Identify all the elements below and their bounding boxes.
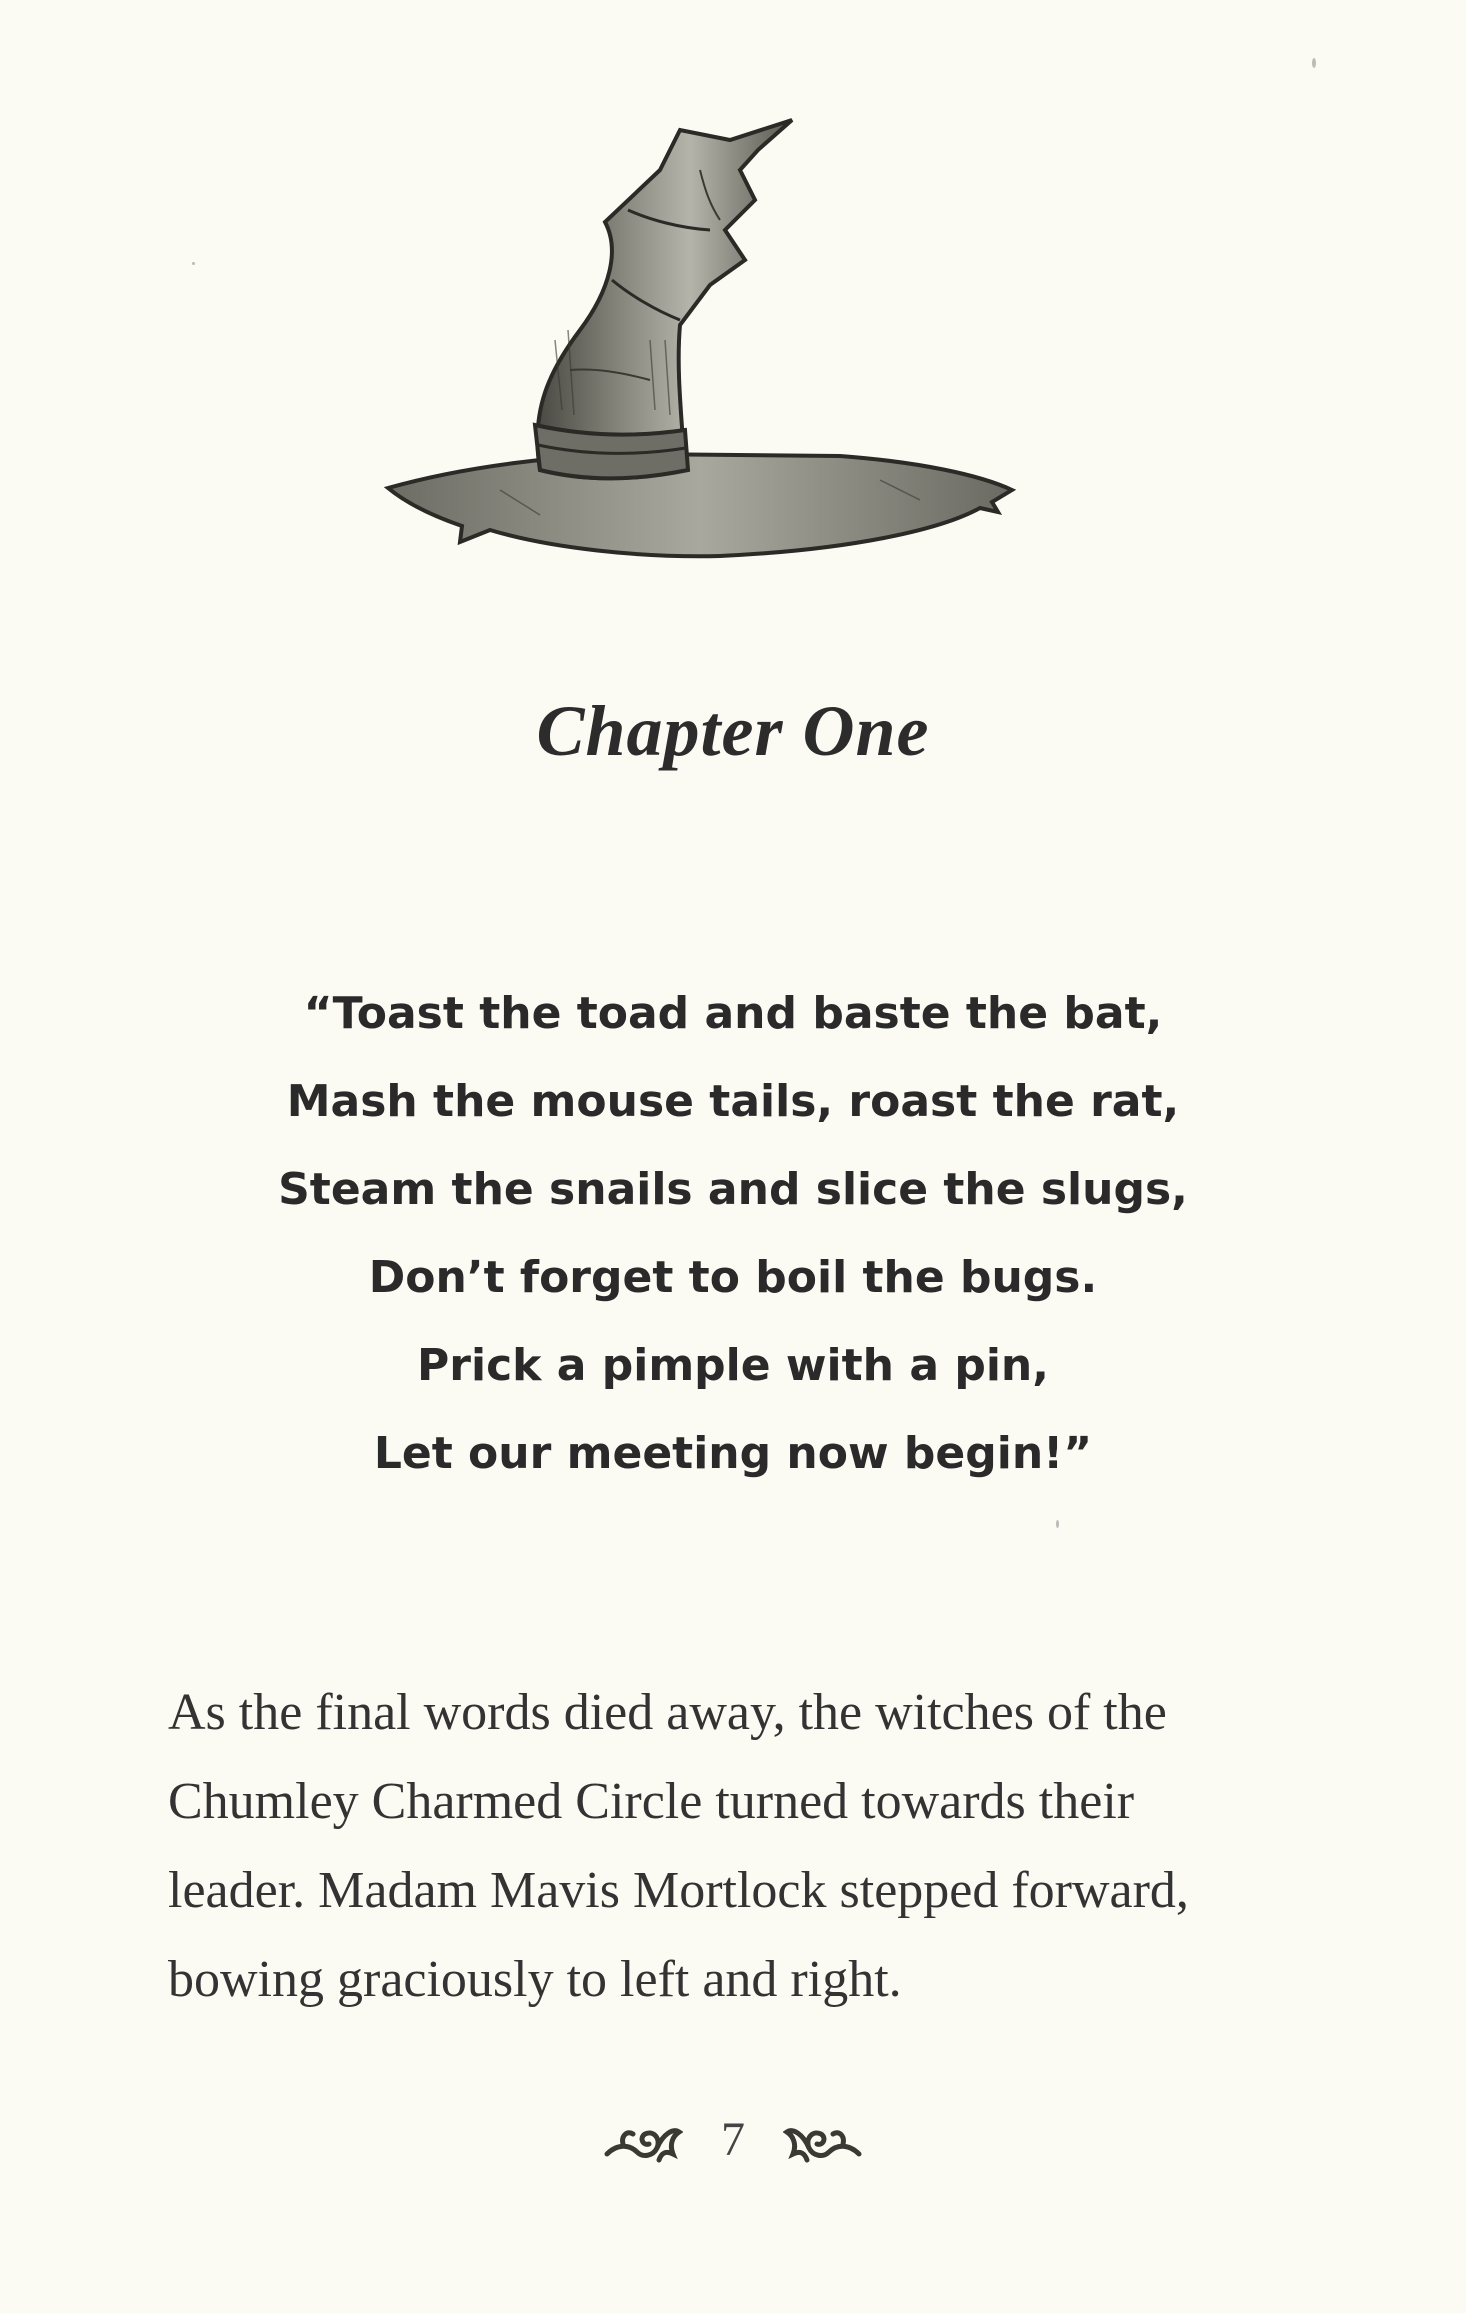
prose-line: As the final words died away, the witches of the xyxy=(168,1684,1167,1741)
prose-line: Chumley Charmed Circle turned towards their xyxy=(168,1773,1135,1830)
body-paragraph xyxy=(168,1668,1308,2024)
paper-speck xyxy=(192,262,195,265)
witch-hat-icon xyxy=(380,110,1020,610)
page-footer xyxy=(0,2112,1466,2167)
paper-speck xyxy=(1056,1520,1059,1528)
flourish-left-icon xyxy=(603,2114,683,2166)
prose-line: bowing graciously to left and right. xyxy=(168,1951,902,2008)
incantation-verse xyxy=(0,970,1466,1498)
verse-line: Prick a pimple with a pin, xyxy=(417,1340,1049,1391)
paper-speck xyxy=(1312,58,1316,68)
verse-line: Mash the mouse tails, roast the rat, xyxy=(286,1076,1180,1127)
flourish-right-icon xyxy=(783,2114,863,2166)
verse-line: Don’t forget to boil the bugs. xyxy=(368,1252,1098,1303)
prose-line: leader. Madam Mavis Mortlock stepped forward, xyxy=(168,1862,1189,1919)
page-number: 7 xyxy=(721,2113,745,2166)
verse-line: Let our meeting now begin!” xyxy=(373,1428,1093,1479)
chapter-title: Chapter One xyxy=(536,691,930,771)
verse-line: Steam the snails and slice the slugs, xyxy=(278,1164,1188,1215)
verse-line: “Toast the toad and baste the bat, xyxy=(303,988,1163,1039)
